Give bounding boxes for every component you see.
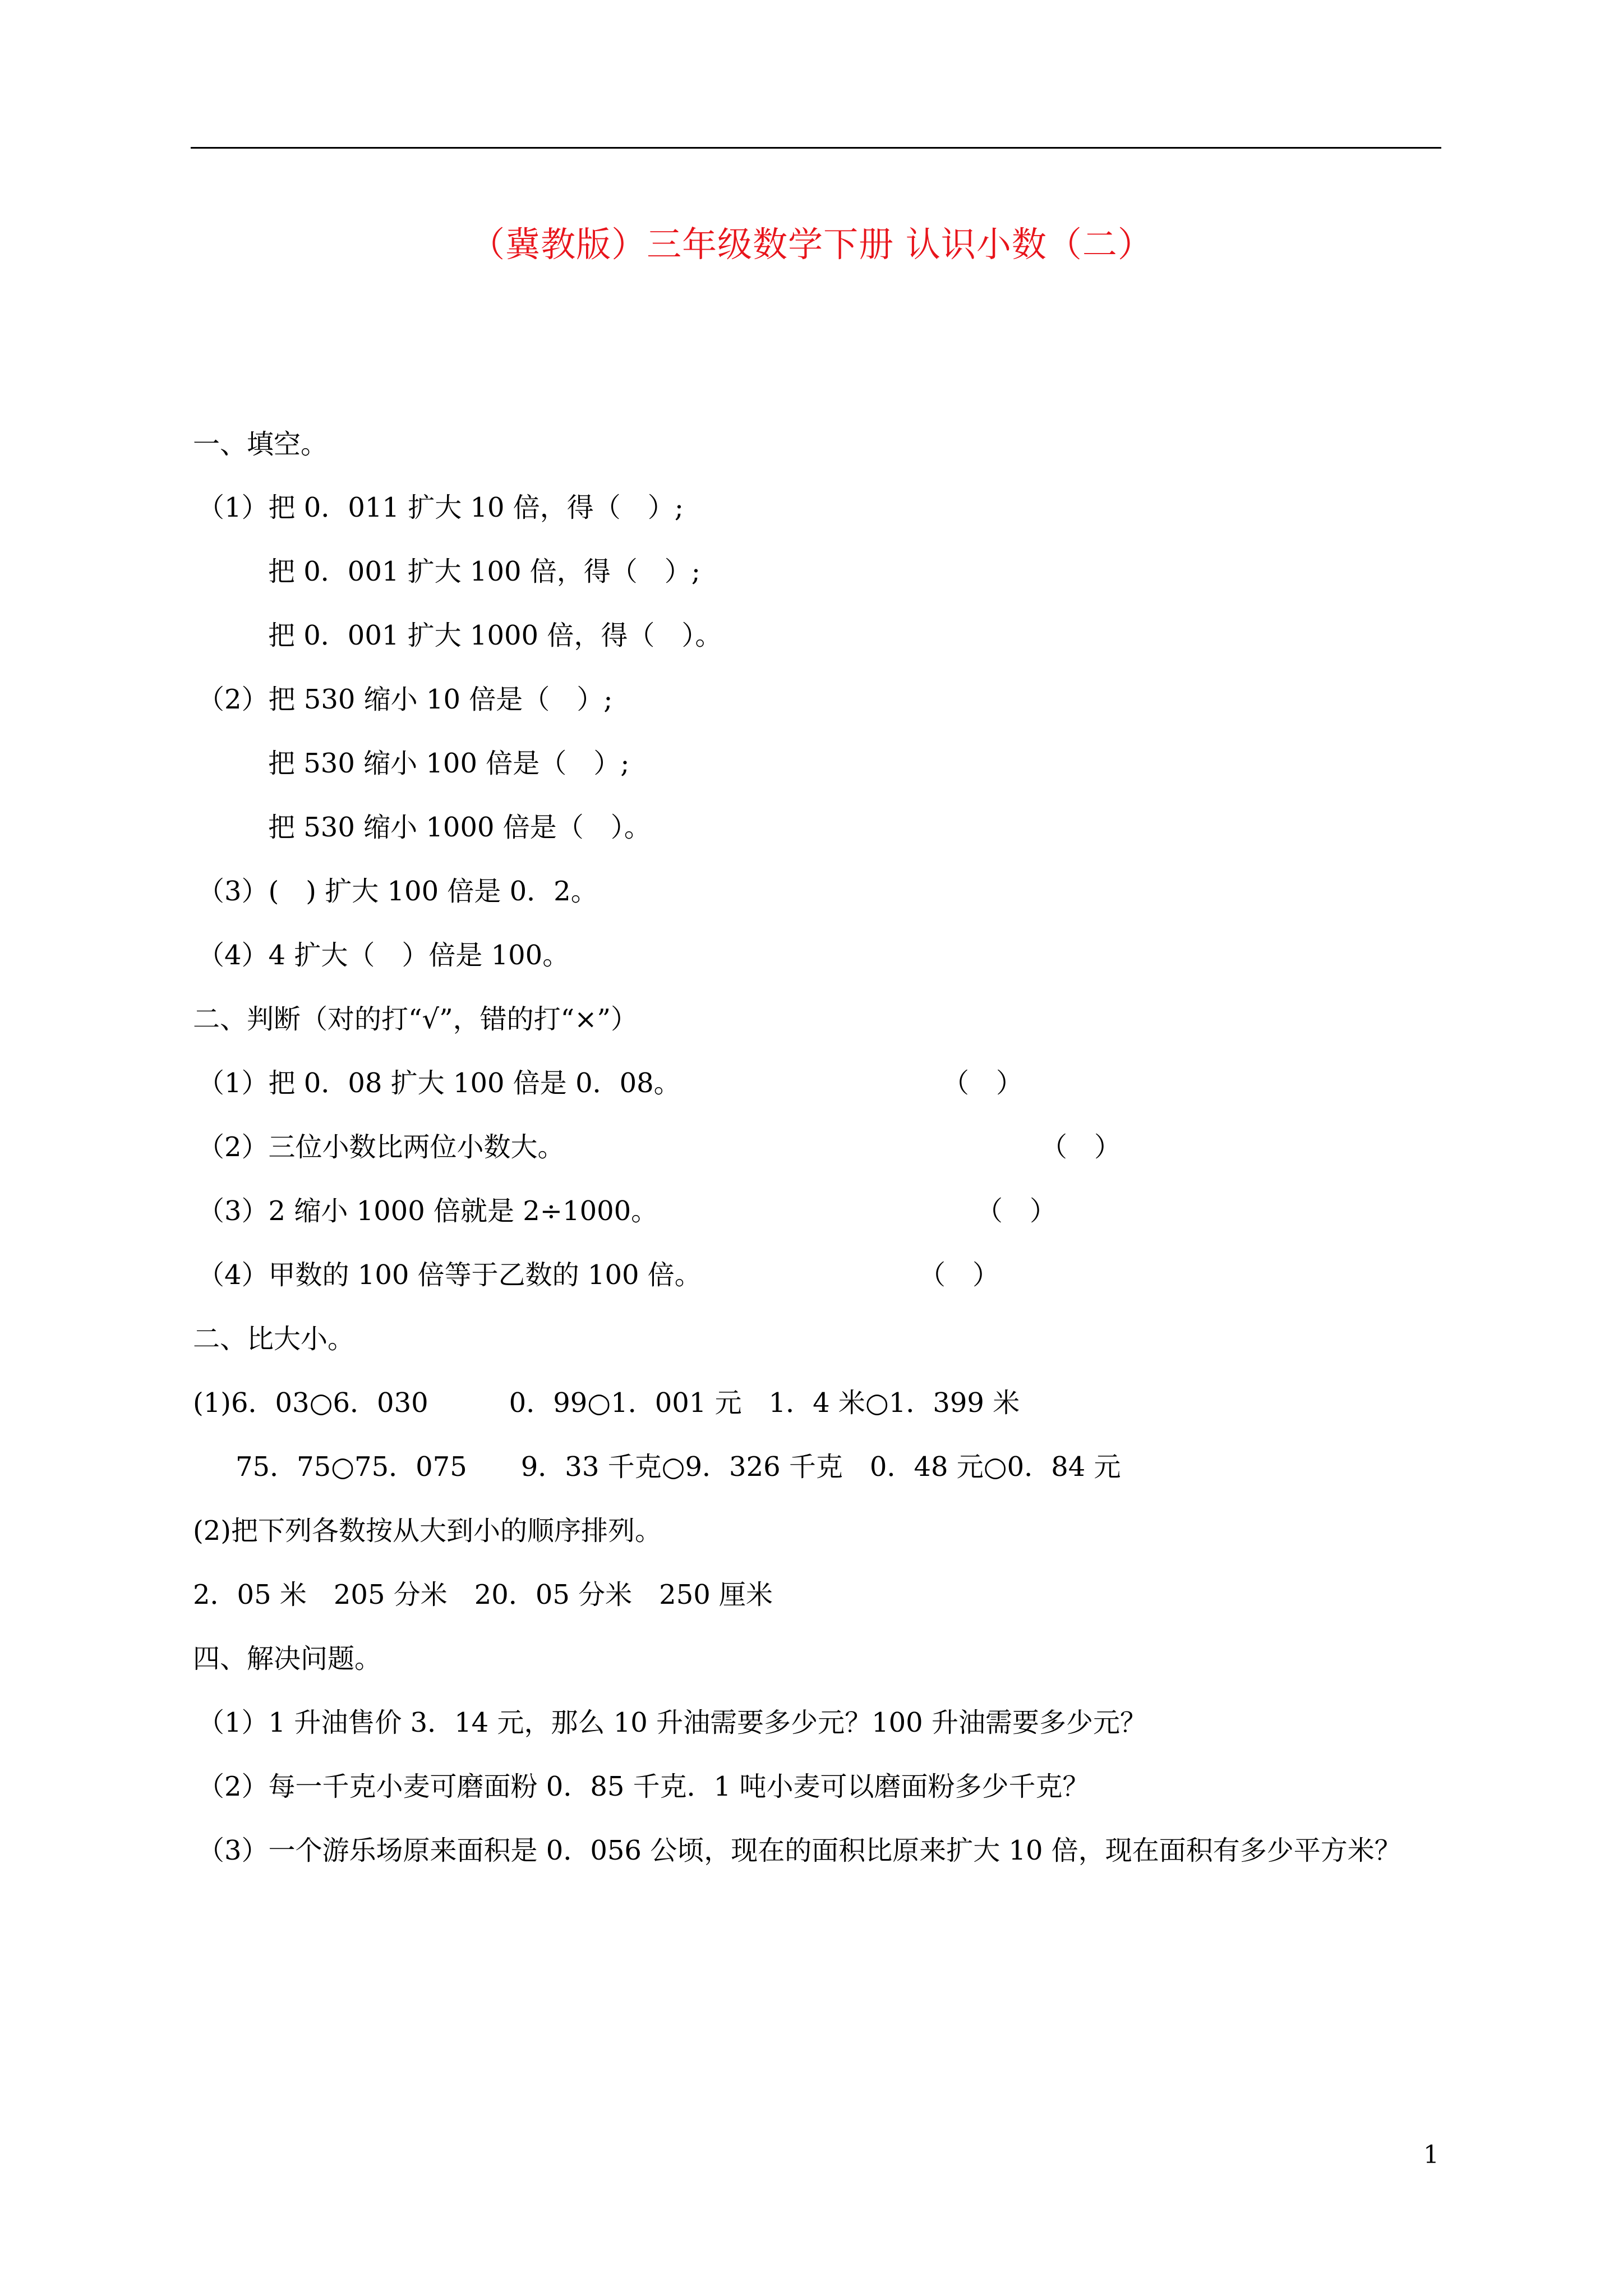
- question-line: 把 0．001 扩大 1000 倍，得（ ）。: [268, 620, 722, 651]
- question-line: （2）每一千克小麦可磨面粉 0．85 千克．1 吨小麦可以磨面粉多少千克？: [197, 1771, 1090, 1802]
- question-line: (2)把下列各数按从大到小的顺序排列。: [193, 1515, 662, 1547]
- question-line: （1）1 升油售价 3．14 元，那么 10 升油需要多少元？100 升油需要多少元？: [197, 1707, 1147, 1738]
- answer-box: （ ）: [942, 1068, 1023, 1099]
- question-line: （1）把 0．08 扩大 100 倍是 0．08。: [197, 1068, 681, 1099]
- question-line: (1)6．03○6．030 0．99○1．001 元 1．4 米○1．399 米: [193, 1387, 1020, 1419]
- answer-box: （ ）: [1040, 1131, 1122, 1163]
- section-heading-fill-blank: 一、填空。: [193, 429, 328, 460]
- question-line: （2）把 530 缩小 10 倍是（ ）;: [197, 684, 613, 715]
- section-heading-compare: 二、比大小。: [193, 1323, 355, 1355]
- question-line: （1）把 0．011 扩大 10 倍，得（ ）;: [197, 492, 684, 523]
- question-line: 把 530 缩小 1000 倍是（ ）。: [268, 812, 651, 843]
- page-title: （冀教版）三年级数学下册 认识小数（二）: [470, 224, 1153, 265]
- question-line: 75．75○75．075 9．33 千克○9．326 千克 0．48 元○0．84 元: [236, 1451, 1121, 1483]
- section-heading-word-problems: 四、解决问题。: [193, 1643, 382, 1674]
- question-line: （4）4 扩大（ ）倍是 100。: [197, 940, 570, 971]
- question-line: （3）( ) 扩大 100 倍是 0．2。: [197, 876, 598, 907]
- answer-box: （ ）: [976, 1195, 1057, 1227]
- question-line: （3）2 缩小 1000 倍就是 2÷1000。: [197, 1195, 658, 1227]
- answer-box: （ ）: [919, 1259, 1000, 1291]
- section-heading-true-false: 二、判断（对的打“√”，错的打“×”）: [193, 1004, 638, 1035]
- question-line: 把 0．001 扩大 100 倍，得（ ）;: [268, 556, 700, 587]
- question-line: （4）甲数的 100 倍等于乙数的 100 倍。: [197, 1259, 702, 1291]
- page-number: 1: [1423, 2141, 1439, 2169]
- header-rule: [191, 147, 1441, 149]
- question-line: 把 530 缩小 100 倍是（ ）;: [268, 748, 630, 779]
- question-line: （2）三位小数比两位小数大。: [197, 1131, 565, 1163]
- question-line: （3）一个游乐场原来面积是 0．056 公顷，现在的面积比原来扩大 10 倍，现在面积有多少平方米？: [197, 1835, 1401, 1866]
- question-line: 2．05 米 205 分米 20．05 分米 250 厘米: [193, 1579, 773, 1611]
